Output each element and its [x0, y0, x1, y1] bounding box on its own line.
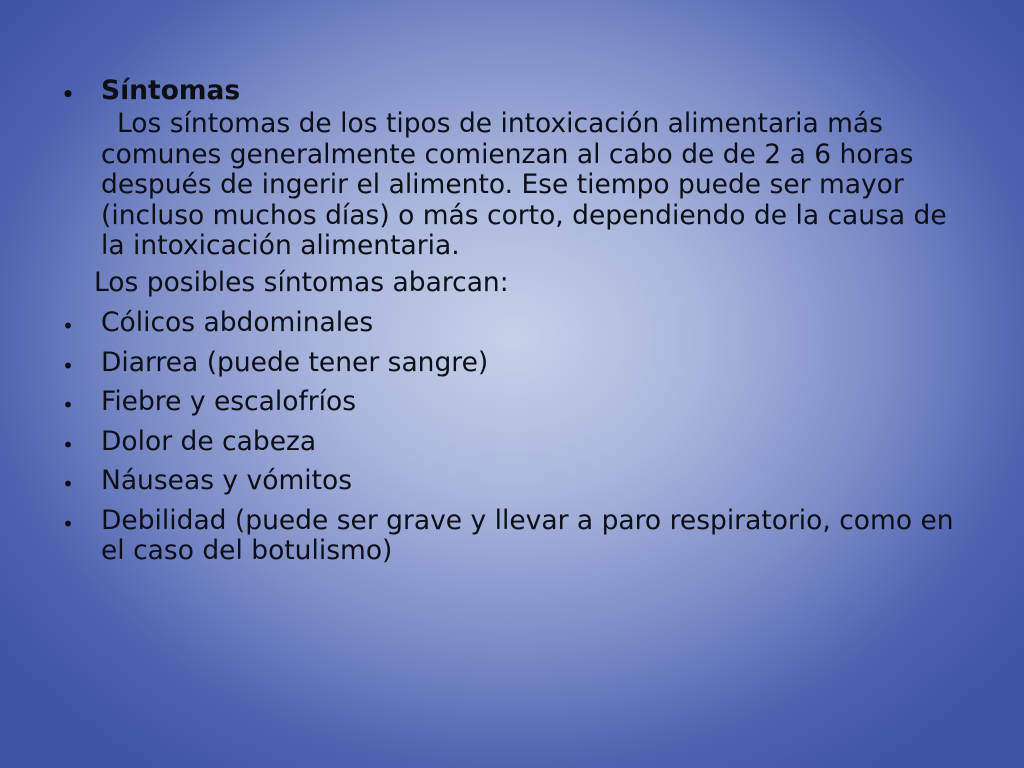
symptoms-intro: Los posibles síntomas abarcan:	[94, 266, 509, 298]
symptoms-paragraph: Los síntomas de los tipos de intoxicación alimentaria más comunes generalmente comienzan al cabo de de 2 a 6 horas después de ingerir el alimento. Ese tiempo puede ser mayor (incluso muchos días) o más corto, dependiendo de la causa de la intoxicación alimentaria.	[101, 108, 947, 262]
symptom-item	[56, 308, 976, 338]
bullet-icon: •	[62, 472, 74, 497]
bullet-icon: •	[62, 393, 74, 418]
symptom-item	[56, 427, 976, 457]
symptom-item	[56, 387, 976, 417]
symptom-item	[56, 466, 976, 496]
symptom-text: Fiebre y escalofríos	[101, 386, 357, 418]
slide-heading: Síntomas	[101, 75, 241, 106]
bullet-icon: •	[62, 511, 74, 536]
symptom-text: Diarrea (puede tener sangre)	[101, 346, 489, 378]
symptom-text: Náuseas y vómitos	[101, 465, 353, 497]
symptom-text: Debilidad (puede ser grave y llevar a paro respiratorio, como en el caso del botulismo)	[101, 504, 954, 567]
bullet-icon: •	[62, 353, 74, 378]
symptom-item	[56, 348, 976, 378]
symptom-text: Dolor de cabeza	[101, 425, 317, 457]
bullet-icon: •	[61, 82, 75, 106]
symptom-item	[56, 506, 976, 567]
symptom-text: Cólicos abdominales	[101, 307, 374, 339]
bullet-icon: •	[62, 314, 74, 339]
bullet-icon: •	[62, 432, 74, 457]
slide-content	[56, 76, 976, 576]
heading-item	[56, 76, 976, 106]
